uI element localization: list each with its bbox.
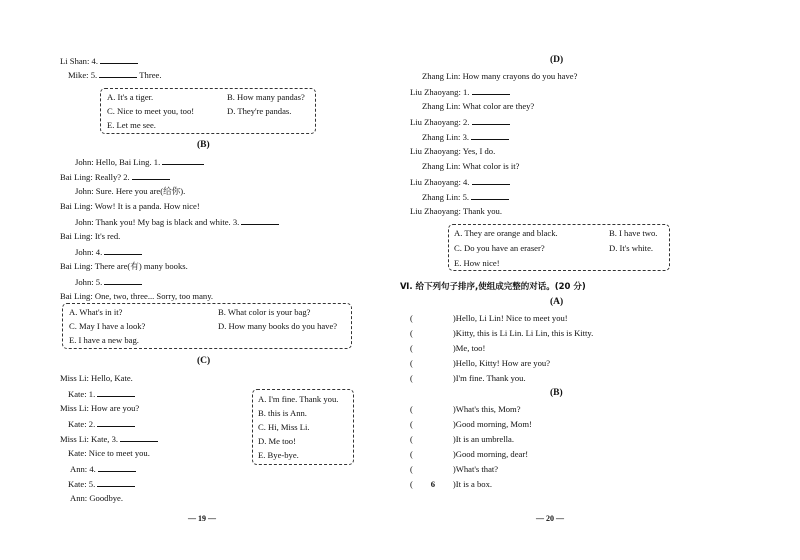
option-d: D. They're pandas.	[227, 106, 292, 116]
option-e: E. I have a new bag.	[69, 335, 139, 345]
option-b: B. this is Ann.	[258, 408, 307, 418]
dialog-line: John: Sure. Here you are(给你).	[75, 186, 186, 196]
dialog-line: Zhang Lin: What color is it?	[422, 161, 520, 171]
section-heading: (D)	[550, 55, 564, 65]
answer-blank[interactable]	[120, 432, 158, 442]
answer-blank[interactable]	[104, 245, 142, 255]
page-number: — 19 —	[188, 514, 216, 523]
section-title: Ⅵ. 给下列句子排序,使组成完整的对话。(20 分)	[400, 282, 586, 292]
option-e: E. Bye-bye.	[258, 450, 299, 460]
ordering-item: ( )What's that?	[410, 464, 499, 474]
answer-blank[interactable]	[472, 85, 510, 95]
options-box	[62, 303, 352, 349]
ordering-item: ( 6 )It is a box.	[410, 479, 493, 489]
option-a: A. It's a tiger.	[107, 92, 154, 102]
answer-blank[interactable]	[132, 170, 170, 180]
section-heading: (B)	[197, 140, 210, 150]
dialog-line: Bai Ling: There are(有) many books.	[60, 261, 188, 271]
dialog-line: Liu Zhaoyang: 1.	[410, 85, 510, 98]
answer-blank[interactable]	[97, 387, 135, 397]
option-b: B. What color is your bag?	[218, 307, 311, 317]
page-number: — 20 —	[536, 514, 564, 523]
answer-blank[interactable]	[472, 175, 510, 185]
answer-blank[interactable]	[471, 130, 509, 140]
right-page	[400, 0, 800, 560]
answer-blank[interactable]	[97, 417, 135, 427]
answer-blank[interactable]	[471, 190, 509, 200]
dialog-line: Ann: Goodbye.	[70, 493, 123, 503]
dialog-line: Liu Zhaoyang: Yes, I do.	[410, 146, 496, 156]
answer-blank[interactable]	[97, 477, 135, 487]
ordering-item: ( )Hello, Li Lin! Nice to meet you!	[410, 313, 568, 323]
answer-blank[interactable]	[104, 275, 142, 285]
option-e: E. Let me see.	[107, 120, 156, 130]
section-heading: (A)	[550, 297, 564, 307]
option-a: A. They are orange and black.	[454, 228, 558, 238]
option-e: E. How nice!	[454, 258, 500, 268]
dialog-line: John: Thank you! My bag is black and white. 3.	[75, 215, 279, 228]
dialog-line: Li Shan: 4.	[60, 54, 138, 67]
dialog-line: Zhang Lin: 5.	[422, 190, 509, 203]
ordering-item: ( )Kitty, this is Li Lin. Li Lin, this is Kitty.	[410, 328, 594, 338]
dialog-line: Miss Li: How are you?	[60, 403, 140, 413]
dialog-line: Liu Zhaoyang: 2.	[410, 115, 510, 128]
ordering-item: ( )Good morning, Mom!	[410, 419, 532, 429]
option-c: C. Hi, Miss Li.	[258, 422, 310, 432]
ordering-item: ( )I'm fine. Thank you.	[410, 373, 526, 383]
option-c: C. May I have a look?	[69, 321, 146, 331]
order-answer-field[interactable]: 6	[430, 479, 436, 489]
dialog-line: Bai Ling: Really? 2.	[60, 170, 170, 183]
options-box	[100, 88, 316, 134]
ordering-item: ( )Good morning, dear!	[410, 449, 529, 459]
option-a: A. I'm fine. Thank you.	[258, 394, 339, 404]
dialog-line: Kate: 2.	[68, 417, 135, 430]
option-a: A. What's in it?	[69, 307, 123, 317]
ordering-item: ( )Hello, Kitty! How are you?	[410, 358, 551, 368]
dialog-line: Liu Zhaoyang: Thank you.	[410, 206, 502, 216]
dialog-line: Kate: 1.	[68, 387, 135, 400]
option-c: C. Nice to meet you, too!	[107, 106, 195, 116]
options-box	[448, 224, 670, 271]
answer-blank[interactable]	[162, 155, 204, 165]
dialog-line: Miss Li: Hello, Kate.	[60, 373, 133, 383]
options-box	[252, 389, 354, 465]
option-c: C. Do you have an eraser?	[454, 243, 545, 253]
dialog-line: Zhang Lin: What color are they?	[422, 101, 535, 111]
dialog-line: Ann: 4.	[70, 462, 136, 475]
answer-blank[interactable]	[98, 462, 136, 472]
answer-blank[interactable]	[99, 68, 137, 78]
dialog-line: Kate: 5.	[68, 477, 135, 490]
dialog-line: Bai Ling: One, two, three... Sorry, too many.	[60, 291, 214, 301]
dialog-line: Mike: 5. Three.	[68, 70, 162, 80]
dialog-line: Zhang Lin: How many crayons do you have?	[422, 71, 578, 81]
answer-blank[interactable]	[100, 54, 138, 64]
option-d: D. It's white.	[609, 243, 654, 253]
dialog-line: Bai Ling: It's red.	[60, 231, 121, 241]
option-b: B. I have two.	[609, 228, 658, 238]
answer-blank[interactable]	[472, 115, 510, 125]
option-b: B. How many pandas?	[227, 92, 305, 102]
dialog-line: Miss Li: Kate, 3.	[60, 432, 158, 445]
option-d: D. How many books do you have?	[218, 321, 338, 331]
ordering-item: ( )What's this, Mom?	[410, 404, 521, 414]
ordering-item: ( )Me, too!	[410, 343, 486, 353]
dialog-line: John: 4.	[75, 245, 142, 258]
dialog-line: John: 5.	[75, 275, 142, 288]
section-heading: (C)	[197, 356, 211, 366]
dialog-line: Liu Zhaoyang: 4.	[410, 175, 510, 188]
ordering-item: ( )It is an umbrella.	[410, 434, 514, 444]
answer-blank[interactable]	[241, 215, 279, 225]
option-d: D. Me too!	[258, 436, 296, 446]
dialog-line: Zhang Lin: 3.	[422, 130, 509, 143]
section-heading: (B)	[550, 388, 563, 398]
dialog-line: John: Hello, Bai Ling. 1.	[75, 155, 204, 168]
dialog-line: Bai Ling: Wow! It is a panda. How nice!	[60, 201, 200, 211]
dialog-line: Kate: Nice to meet you.	[68, 448, 150, 458]
